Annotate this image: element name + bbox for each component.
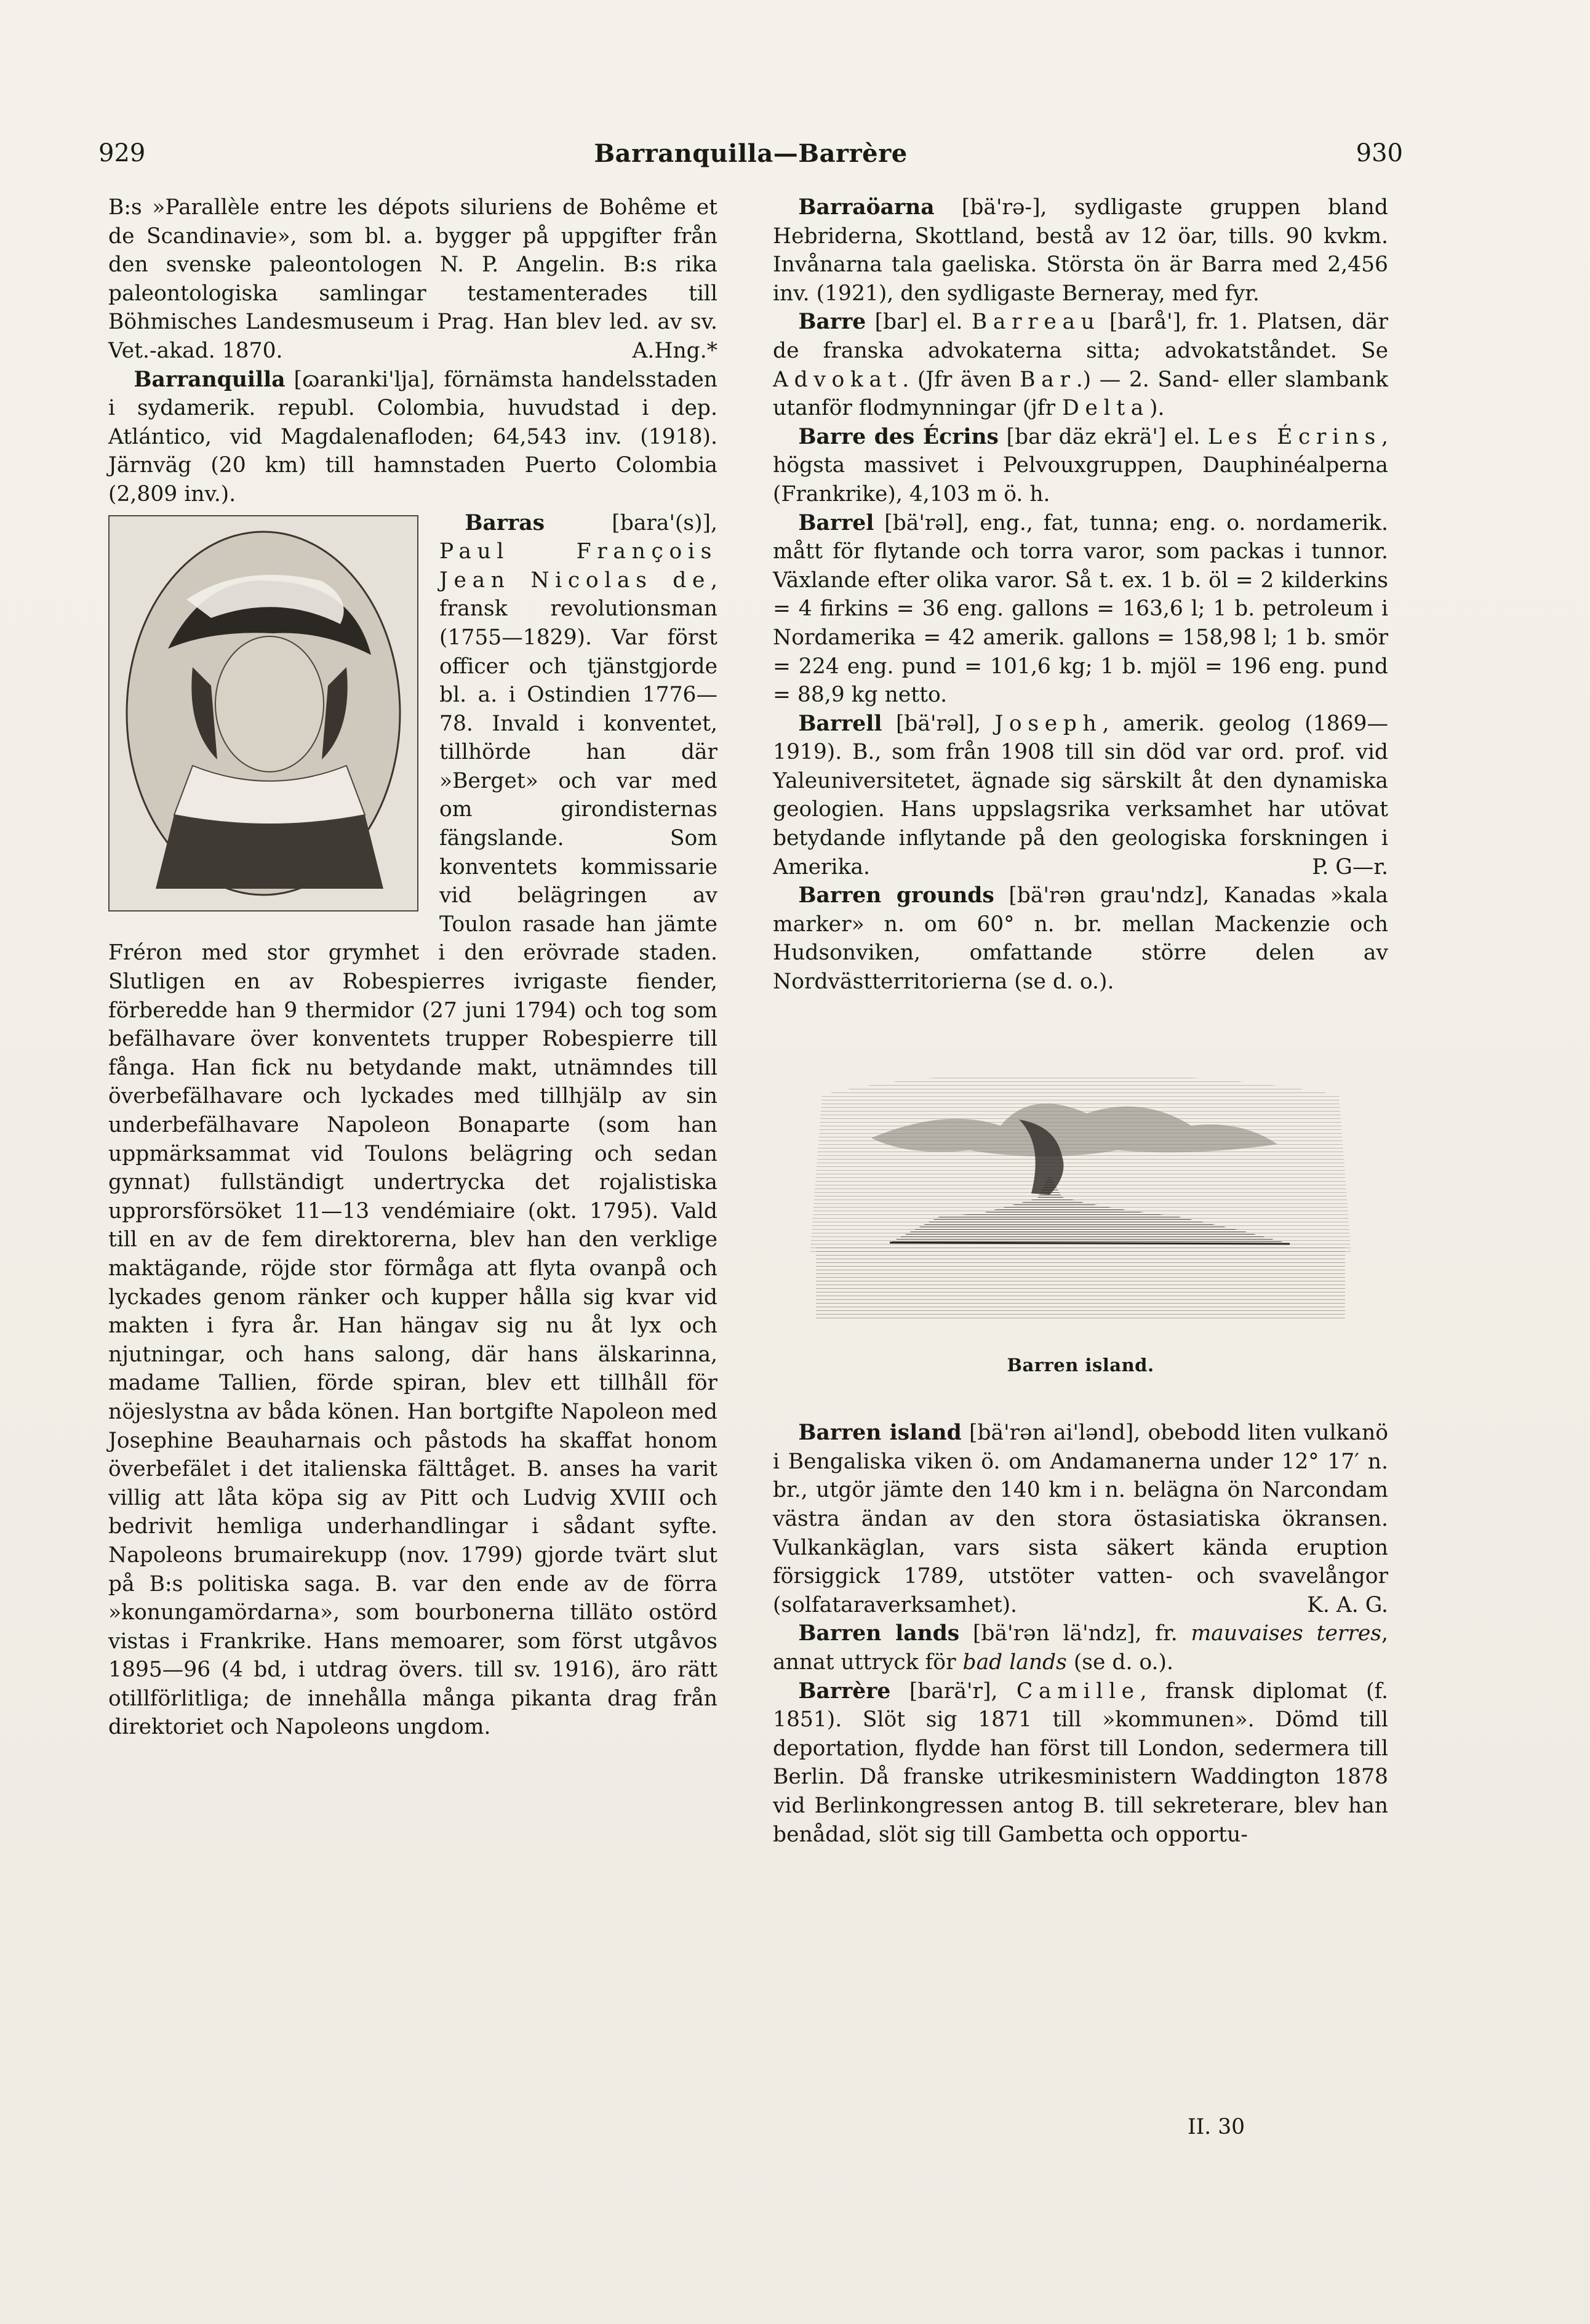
- headword: Barre: [798, 310, 866, 335]
- right-column: [773, 193, 1388, 1849]
- entry-barre: Barre [bar] el. Barreau [barå'], fr. 1. Platsen, där de franska advokaterna sitta; advokatståndet. Se Advokat. (Jfr även Bar.) — 2. Sand- eller slambank utanför flodmynningar (jfr Delta).: [773, 310, 1388, 421]
- headword: Barras: [465, 510, 545, 535]
- signature: K. A. G.: [1307, 1592, 1388, 1617]
- headword: Barren grounds: [798, 883, 994, 908]
- entry-barren-grounds: Barren grounds [bä'rən grau'ndz], Kanadas »kala marker» n. om 60° n. br. mellan Mackenzie och Hudsonviken, omfattande större delen av Nordvästterritorierna (se d. o.).: [773, 883, 1388, 995]
- cross-reference: Delta: [1062, 396, 1149, 421]
- headword: Barrell: [798, 711, 882, 736]
- headword: Barren island: [798, 1420, 962, 1446]
- entry-barre-des-ecrins: Barre des Écrins [bar däz ekrä'] el. Les Écrins, högsta massivet i Pelvouxgruppen, Dauphinéalperna (Frankrike), 4,103 m ö. h.: [773, 424, 1388, 507]
- entry-barranquilla: Barranquilla [ɷaranki'lja], förnämsta handelsstaden i sydamerik. republ. Colombia, huvudstad i dep. Atlántico, vid Magdalenafloden; 64,543 inv. (1918). Järnväg (20 km) till hamnstaden Puerto Colombia (2,809 inv.).: [108, 367, 717, 507]
- page-header: [98, 139, 1403, 176]
- headword: Barrère: [798, 1678, 891, 1704]
- entry-barrere: Barrère [barä'r], Camille, fransk diplomat (f. 1851). Slöt sig 1871 till »kommunen». Dömd till deportation, flydde han först till London, sedermera till Berlin. Då franske utrikesministern Waddington 1878 vid Berlinkongressen antog B. till sekreterare, blev han benådad, slöt sig till Gambetta och opportu-: [773, 1678, 1388, 1847]
- entry-barraoarna: Barraöarna [bä'rə-], sydligaste gruppen bland Hebriderna, Skottland, bestå av 12 öar, tills. 90 kvkm. Invånarna tala gaeliska. Största ön är Barra med 2,456 inv. (1921), den sydligaste Berneray, med fyr.: [773, 195, 1388, 306]
- spaced-name: Paul François Jean Nicolas de: [439, 539, 717, 593]
- barras-portrait: [108, 515, 418, 912]
- entry-barren-lands: Barren lands [bä'rən lä'ndz], fr. mauvaises terres, annat uttryck för bad lands (se d. o.).: [773, 1621, 1388, 1675]
- page-number-right: 930: [1356, 139, 1403, 167]
- cross-reference: Advokat: [773, 367, 903, 392]
- entry-barrel: Barrel [bä'rəl], eng., fat, tunna; eng. o. nordamerik. mått för flytande och torra varor, som packas i tunnor. Växlande efter olika varor. Så t. ex. 1 b. öl = 2 kilderkins = 4 firkins = 36 eng. gallons = 163,6 l; 1 b. petroleum i Nordamerika = 42 amerik. gallons = 158,98 l; 1 b. smör = 224 eng. pund = 101,6 kg; 1 b. mjöl = 196 eng. pund = 88,9 kg netto.: [773, 510, 1388, 708]
- headword: Barrel: [798, 510, 874, 535]
- entry-continuation: B:s »Parallèle entre les dépots siluriens de Bohême et de Scandinavie», som bl. a. bygger på uppgifter från den svenske paleontologen N. P. Angelin. B:s rika paleontologiska samlingar testamenterades till Böhmisches Landesmuseum i Prag. Han blev led. av sv. Vet.-akad. 1870. A.Hng.*: [108, 193, 717, 366]
- running-title: Barranquilla—Barrère: [594, 139, 908, 168]
- portrait-engraving: [119, 526, 408, 901]
- signature: A.Hng.*: [632, 338, 717, 363]
- headword: Barranquilla: [134, 367, 286, 392]
- figure-caption: Barren island.: [1007, 1354, 1154, 1376]
- barren-island-figure: [773, 1052, 1388, 1380]
- page-number-left: 929: [98, 139, 146, 167]
- left-column: [108, 193, 717, 1742]
- headword: Barre des Écrins: [798, 424, 999, 449]
- signature-mark: II. 30: [1188, 2115, 1245, 2139]
- headword: Barren lands: [798, 1621, 960, 1646]
- cross-reference: Bar: [1020, 367, 1076, 392]
- entry-barren-island: Barren island [bä'rən ai'lənd], obebodd liten vulkanö i Bengaliska viken ö. om Andamanerna under 12° 17′ n. br., utgör jämte den 140 km i n. belägna ön Narcondam västra ändan av den stora östasiatiska ökransen. Vulkankäglan, vars sista säkert kända eruption försiggick 1789, utstöter vatten- och svavelångor (solfataraverksamhet). K. A. G.: [773, 1419, 1388, 1619]
- headword: Barraöarna: [798, 195, 935, 220]
- signature: P. G—r.: [1312, 854, 1388, 880]
- entry-barras: Barras [bara'(s)], Paul François Jean Nicolas de, fransk revolutionsman (1755—1829). Var först officer och tjänstgjorde bl. a. i Ostindien 1776—78. Invald i konventet, tillhörde han där »Berget» och var med om girondisternas fängslande. Som konventets kommissarie vid belägringen av Toulon rasade han jämte Fréron med stor grymhet i den erövrade staden. Slutligen en av Robespierres ivrigaste fiender, förberedde han 9 thermidor (27 juni 1794) och tog som befälhavare över konventets trupper Robespierre till fånga. Han fick nu betydande makt, utnämndes till överbefälhavare och lyckades med tillhjälp av sin underbefälhavare Napoleon Bonaparte (som han uppmärksammat vid Toulons belägring och sedan gynnat) fullständigt undertrycka det rojalistiska upprorsförsöket 11—13 vendémiaire (okt. 1795). Vald till en av de fem direktorerna, blev han den verklige maktägande, röjde stor förmåga att flyta ovanpå och lyckades genom ränker och kupper hålla sig kvar vid makten i fyra år. Han hängav sig nu åt lyx och njutningar, och hans salong, där hans älskarinna, madame Tallien, förde spiran, blev ett tillhåll för nöjeslystna av båda könen. Han bortgifte Napoleon med Josephine Beauharnais och påstods ha skaffat honom överbefälet i det italienska fälttåget. B. anses ha varit villig att låta köpa sig av Pitt och Ludvig XVIII och bedrivit hemliga underhandlingar i sådant syfte. Napoleons brumairekupp (nov. 1799) gjorde tvärt slut på B:s politiska saga. B. var den ende av de förra »konungamördarna», som bourbonerna tilläto ostörd vistas i Frankrike. Hans memoarer, som först utgåvos 1895—96 (4 bd, i utdrag övers. till sv. 1916), äro rätt otillförlitliga; de innehålla många pikanta drag från direktoriet och Napoleons ungdom.: [108, 510, 717, 1740]
- volcanic-island-illustration: [797, 1052, 1364, 1335]
- entry-barrell: Barrell [bä'rəl], Joseph, amerik. geolog (1869—1919). B., som från 1908 till sin död var ord. prof. vid Yaleuniversitetet, ägnade sig särskilt åt den dynamiska geologien. Hans uppslagsrika verksamhet har utövat betydande inflytande på den geologiska forskningen i Amerika. P. G—r.: [773, 710, 1388, 882]
